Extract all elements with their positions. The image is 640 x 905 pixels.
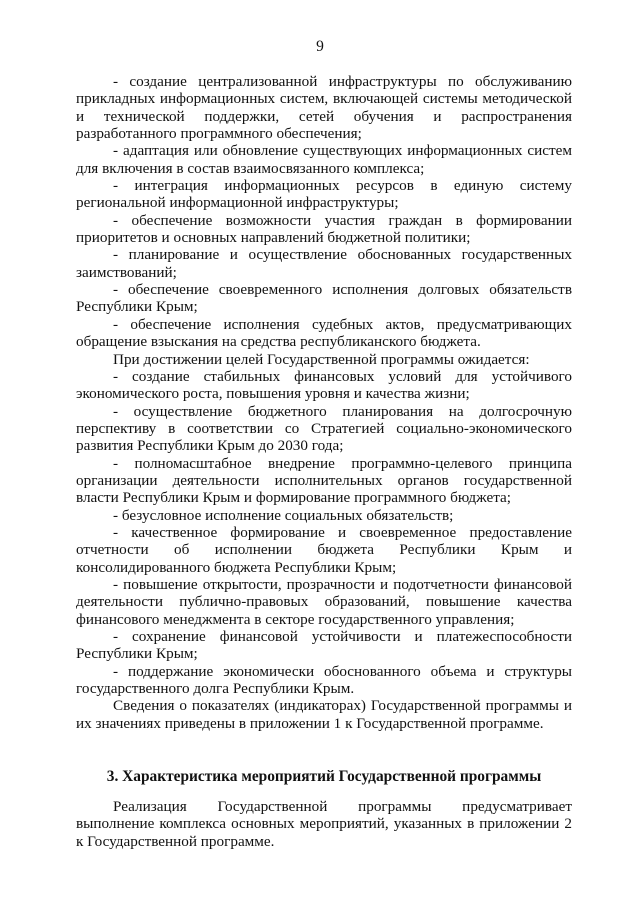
paragraph: - поддержание экономически обоснованного объема и структуры государственного долга Республики Крым.: [76, 662, 572, 698]
paragraph: - планирование и осуществление обоснованных государственных заимствований;: [76, 246, 572, 281]
page-number: 9: [316, 38, 324, 55]
paragraph: Реализация Государственной программы предусматривает выполнение комплекса основных мероприятий, указанных в приложении 2 к Государственной программе.: [76, 798, 572, 850]
paragraph: - создание централизованной инфраструктуры по обслуживанию прикладных информационных систем, включающей системы методической и технической поддержки, сетей обучения и распространения разработанного программного обеспечения;: [76, 73, 572, 143]
paragraph: - обеспечение исполнения судебных актов, предусматривающих обращение взыскания на средства республиканского бюджета.: [76, 315, 572, 351]
paragraph: - интеграция информационных ресурсов в единую систему региональной информационной инфраструктуры;: [76, 177, 572, 212]
paragraph: Сведения о показателях (индикаторах) Государственной программы и их значениях приведены в приложении 1 к Государственной программе.: [76, 697, 572, 732]
paragraph: - адаптация или обновление существующих информационных систем для включения в состав взаимосвязанного комплекса;: [76, 142, 572, 177]
paragraph: - качественное формирование и своевременное предоставление отчетности об исполнении бюджета Республики Крым и консолидированного бюджета Республики Крым;: [76, 523, 572, 576]
paragraph: - осуществление бюджетного планирования на долгосрочную перспективу в соответствии со Стратегией социально-экономического развития Республики Крым до 2030 года;: [76, 402, 572, 455]
paragraph: - создание стабильных финансовых условий для устойчивого экономического роста, повышения уровня и качества жизни;: [76, 367, 572, 403]
section-heading: 3. Характеристика мероприятий Государственной программы: [106, 768, 542, 785]
paragraph: - повышение открытости, прозрачности и подотчетности финансовой деятельности публично-правовых образований, повышение качества финансового менеджмента в секторе государственного управления;: [76, 575, 572, 628]
paragraph: - обеспечение возможности участия граждан в формировании приоритетов и основных направлений бюджетной политики;: [76, 211, 572, 247]
paragraph: - безусловное исполнение социальных обязательств;: [113, 506, 454, 524]
paragraph: При достижении целей Государственной программы ожидается:: [113, 350, 530, 368]
paragraph: - полномасштабное внедрение программно-целевого принципа организации деятельности исполнительных органов государственной власти Республики Крым и формирование программного бюджета;: [76, 454, 572, 507]
paragraph: - сохранение финансовой устойчивости и платежеспособности Республики Крым;: [76, 628, 572, 663]
paragraph: - обеспечение своевременного исполнения долговых обязательств Республики Крым;: [76, 281, 572, 316]
document-body: [76, 73, 572, 732]
section-body: [76, 798, 572, 850]
